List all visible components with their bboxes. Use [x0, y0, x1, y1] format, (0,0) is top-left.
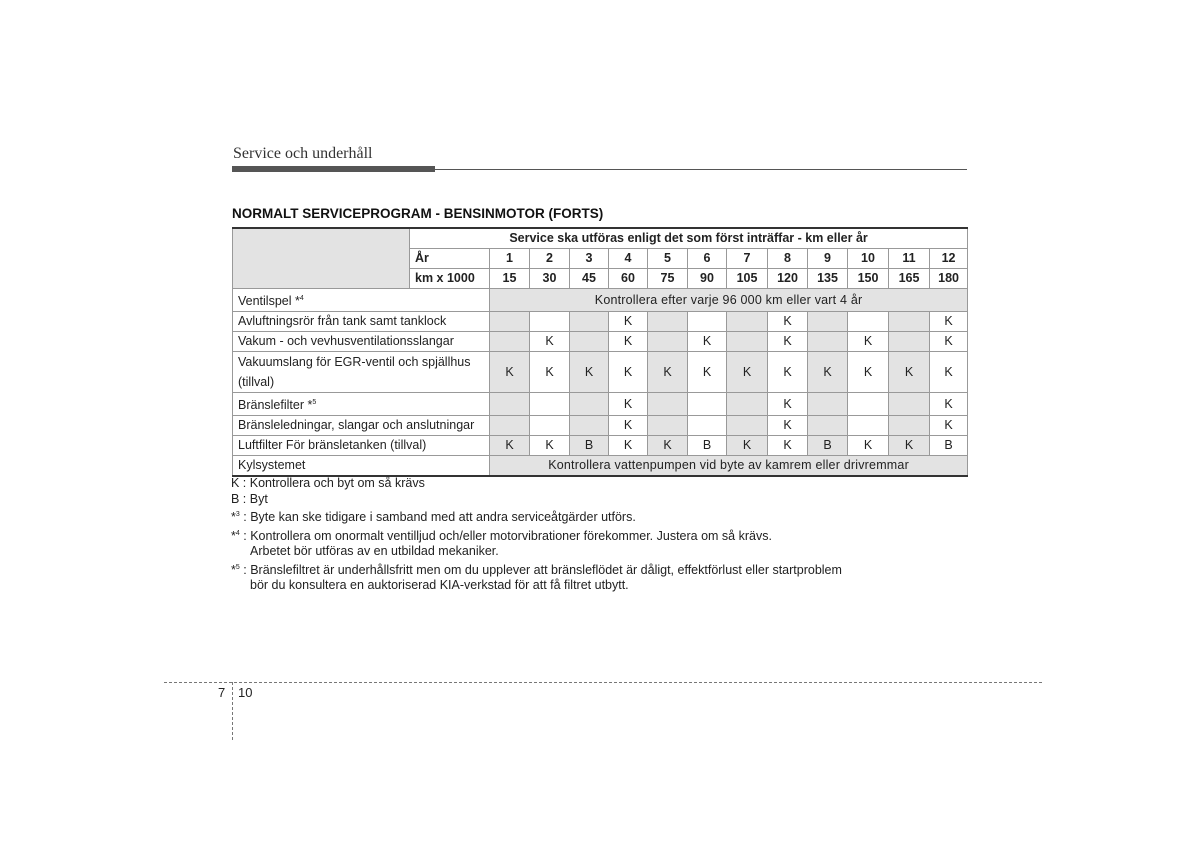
- schedule-cell: [570, 393, 609, 416]
- schedule-cell: [727, 393, 768, 416]
- schedule-cell: [848, 393, 889, 416]
- schedule-cell: [848, 416, 889, 436]
- table-row: [233, 393, 968, 416]
- year-3: 3: [570, 249, 609, 269]
- schedule-cell: K: [648, 436, 688, 456]
- schedule-cell: K: [768, 416, 808, 436]
- table-row: [233, 312, 968, 332]
- row-label: Bränsleledningar, slangar och anslutningar: [233, 416, 490, 436]
- schedule-cell: [530, 393, 570, 416]
- schedule-cell: K: [609, 416, 648, 436]
- schedule-cell: [648, 312, 688, 332]
- footnotes: [231, 476, 931, 594]
- schedule-cell: K: [848, 436, 889, 456]
- km-2: 30: [530, 269, 570, 289]
- schedule-cell: K: [648, 352, 688, 393]
- footer-divider: [232, 682, 233, 740]
- header-caption: Service ska utföras enligt det som först inträffar - km eller år: [410, 228, 968, 249]
- schedule-cell: K: [930, 416, 968, 436]
- row-label: Bränslefilter *$^5$: [233, 393, 490, 416]
- note-5-continued: bör du konsultera en auktoriserad KIA-verkstad för att få filtret utbytt.: [250, 578, 629, 592]
- row-label: Luftfilter För bränsletanken (tillval): [233, 436, 490, 456]
- table-row: [233, 332, 968, 352]
- km-1: 15: [490, 269, 530, 289]
- schedule-cell: K: [490, 436, 530, 456]
- schedule-cell: K: [530, 436, 570, 456]
- schedule-cell: K: [609, 352, 648, 393]
- row-label: Avluftningsrör från tank samt tanklock: [233, 312, 490, 332]
- schedule-cell: [490, 416, 530, 436]
- km-6: 90: [688, 269, 727, 289]
- schedule-cell: K: [930, 312, 968, 332]
- schedule-cell: [727, 332, 768, 352]
- schedule-cell: K: [609, 312, 648, 332]
- service-schedule-table: [232, 227, 968, 477]
- row-label: Vakuumslang för EGR-ventil och spjällhus (tillval): [233, 352, 490, 393]
- km-7: 105: [727, 269, 768, 289]
- table-row: [233, 416, 968, 436]
- schedule-cell: K: [808, 352, 848, 393]
- schedule-cell: [570, 312, 609, 332]
- year-11: 11: [889, 249, 930, 269]
- year-4: 4: [609, 249, 648, 269]
- year-12: 12: [930, 249, 968, 269]
- schedule-cell: [808, 393, 848, 416]
- note-5: *$^5$ : Bränslefiltret är underhållsfritt men om du upplever att bränsleflödet är dåligt, effektförlust eller startproblem: [231, 562, 842, 577]
- schedule-cell: B: [570, 436, 609, 456]
- schedule-cell: K: [727, 436, 768, 456]
- schedule-cell: B: [808, 436, 848, 456]
- schedule-cell: [648, 393, 688, 416]
- note-4: *$^4$ : Kontrollera om onormalt ventilljud och/eller motorvibrationer förekommer. Justera om så krävs.: [231, 528, 772, 543]
- schedule-cell: [490, 312, 530, 332]
- footer-rule: [164, 682, 1042, 683]
- schedule-cell: K: [609, 332, 648, 352]
- row-note: Kontrollera efter varje 96 000 km eller vart 4 år: [490, 289, 968, 312]
- schedule-cell: [688, 416, 727, 436]
- schedule-cell: [490, 393, 530, 416]
- page-chapter-number: 7: [218, 685, 226, 700]
- note-k: K : Kontrollera och byt om så krävs: [231, 476, 425, 490]
- row-label: Vakum - och vevhusventilationsslangar: [233, 332, 490, 352]
- schedule-cell: K: [609, 436, 648, 456]
- km-label: km x 1000: [410, 269, 490, 289]
- schedule-cell: [570, 416, 609, 436]
- row-note: Kontrollera vattenpumpen vid byte av kamrem eller drivremmar: [490, 456, 968, 477]
- km-4: 60: [609, 269, 648, 289]
- schedule-cell: [889, 393, 930, 416]
- table-row: [233, 456, 968, 477]
- row-label: Ventilspel *$^4$: [233, 289, 490, 312]
- km-3: 45: [570, 269, 609, 289]
- schedule-cell: K: [768, 332, 808, 352]
- header-rule-accent: [232, 166, 435, 172]
- year-1: 1: [490, 249, 530, 269]
- schedule-cell: K: [688, 332, 727, 352]
- row-label: Kylsystemet: [233, 456, 490, 477]
- year-7: 7: [727, 249, 768, 269]
- header-empty-cell: [233, 228, 410, 289]
- schedule-cell: K: [848, 352, 889, 393]
- schedule-cell: [889, 312, 930, 332]
- schedule-cell: K: [889, 352, 930, 393]
- km-11: 165: [889, 269, 930, 289]
- chapter-header-title: Service och underhåll: [233, 145, 373, 162]
- schedule-cell: B: [930, 436, 968, 456]
- schedule-cell: [688, 393, 727, 416]
- schedule-cell: K: [570, 352, 609, 393]
- schedule-cell: [808, 312, 848, 332]
- schedule-cell: K: [768, 312, 808, 332]
- year-10: 10: [848, 249, 889, 269]
- schedule-cell: K: [609, 393, 648, 416]
- schedule-cell: K: [768, 352, 808, 393]
- schedule-cell: K: [930, 332, 968, 352]
- table-header-row-caption: [233, 228, 968, 249]
- schedule-cell: [727, 416, 768, 436]
- schedule-cell: [889, 416, 930, 436]
- section-title: NORMALT SERVICEPROGRAM - BENSINMOTOR (FORTS): [232, 206, 604, 221]
- year-5: 5: [648, 249, 688, 269]
- note-b: B : Byt: [231, 491, 268, 506]
- table-row: [233, 289, 968, 312]
- schedule-cell: [530, 416, 570, 436]
- km-8: 120: [768, 269, 808, 289]
- schedule-cell: K: [930, 393, 968, 416]
- schedule-cell: [808, 416, 848, 436]
- schedule-cell: K: [530, 352, 570, 393]
- schedule-cell: [648, 332, 688, 352]
- km-12: 180: [930, 269, 968, 289]
- schedule-cell: [530, 312, 570, 332]
- year-2: 2: [530, 249, 570, 269]
- schedule-cell: K: [848, 332, 889, 352]
- schedule-cell: K: [490, 352, 530, 393]
- note-4-continued: Arbetet bör utföras av en utbildad mekaniker.: [250, 544, 499, 558]
- schedule-cell: [727, 312, 768, 332]
- km-10: 150: [848, 269, 889, 289]
- km-5: 75: [648, 269, 688, 289]
- year-8: 8: [768, 249, 808, 269]
- schedule-cell: B: [688, 436, 727, 456]
- schedule-cell: K: [727, 352, 768, 393]
- table-row: [233, 436, 968, 456]
- schedule-cell: K: [530, 332, 570, 352]
- schedule-cell: [688, 312, 727, 332]
- schedule-cell: [490, 332, 530, 352]
- schedule-cell: [648, 416, 688, 436]
- schedule-cell: K: [930, 352, 968, 393]
- schedule-cell: [889, 332, 930, 352]
- schedule-cell: K: [768, 393, 808, 416]
- schedule-cell: K: [768, 436, 808, 456]
- schedule-cell: K: [889, 436, 930, 456]
- schedule-cell: [570, 332, 609, 352]
- table-row: [233, 352, 968, 393]
- year-6: 6: [688, 249, 727, 269]
- page-number: 10: [238, 685, 253, 700]
- schedule-cell: [848, 312, 889, 332]
- schedule-cell: K: [688, 352, 727, 393]
- year-9: 9: [808, 249, 848, 269]
- year-label: År: [410, 249, 490, 269]
- schedule-cell: [808, 332, 848, 352]
- km-9: 135: [808, 269, 848, 289]
- note-3: *$^3$ : Byte kan ske tidigare i samband med att andra serviceåtgärder utförs.: [231, 510, 636, 524]
